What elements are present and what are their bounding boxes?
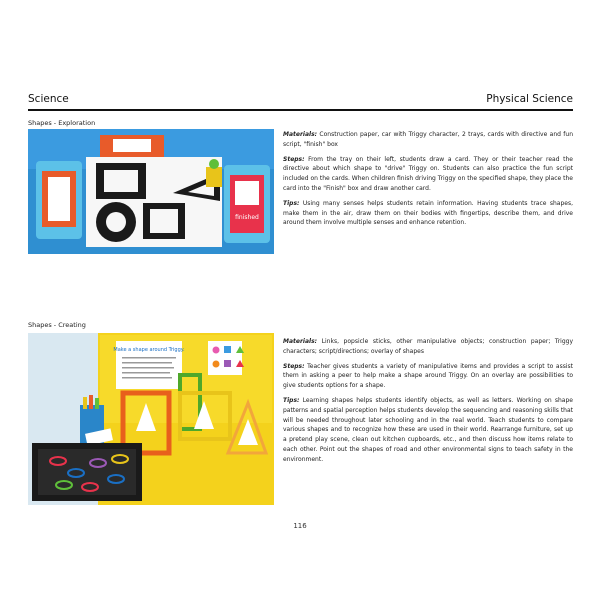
tips-paragraph	[283, 396, 573, 465]
materials-label: Materials:	[283, 131, 318, 138]
tips-label: Tips:	[283, 396, 300, 404]
steps-text: Teacher gives students a variety of manipulative items and provides a script to assist them in asking a peer to help make a shape around Triggy. On an overlay are possibilities to give students options for a shape.	[283, 362, 573, 390]
steps-label: Steps:	[283, 362, 305, 370]
materials-label: Materials:	[283, 338, 318, 345]
topic-title: Physical Science	[486, 93, 573, 105]
exploration-text	[283, 130, 573, 233]
tips-text: Using many senses helps students retain information. Having students trace shapes, make them in the air, draw them on their bodies with fingertips, describe them, and drive around them involve multiple senses and enhance retention.	[283, 199, 573, 227]
header-rule	[28, 109, 573, 111]
creating-photo	[28, 333, 274, 505]
materials-paragraph	[283, 130, 573, 150]
section-title-creating: Shapes - Creating	[28, 321, 86, 329]
finish-box-label: finished	[235, 214, 259, 221]
steps-paragraph	[283, 155, 573, 194]
materials-paragraph	[283, 337, 573, 357]
tips-paragraph	[283, 199, 573, 228]
page-header	[28, 93, 573, 110]
steps-paragraph	[283, 362, 573, 391]
subject-title: Science	[28, 93, 69, 105]
materials-text: Links, popsicle sticks, other manipulative objects; construction paper; Triggy characters; script/directions; overlay of shapes	[283, 338, 573, 355]
steps-text: From the tray on their left, students draw a card. They or their teacher read the directive about which shape to "drive" Triggy on. Students can also practice the fun script included on the cards. When children finish driving Triggy on the specified shape, they place the card into the "Finish" box and draw another card.	[283, 155, 573, 192]
tips-label: Tips:	[283, 199, 300, 207]
steps-label: Steps:	[283, 155, 305, 163]
sign-title: Make a shape around Triggy.	[113, 347, 185, 353]
creating-text	[283, 337, 573, 470]
section-title-exploration: Shapes - Exploration	[28, 119, 96, 127]
creating-illustration	[28, 333, 274, 505]
materials-text: Construction paper, car with Triggy character, 2 trays, cards with directive and fun script, "finish" box	[283, 131, 573, 148]
exploration-illustration	[28, 129, 274, 254]
tips-text: Learning shapes helps students identify objects, as well as letters. Working on shape patterns and spatial perception helps students develop the sequencing and reasoning skills that will be needed throughout later schooling and in the real world. Teach students to compare various shapes and to recognize how these are used in their world. Rearrange furniture, set up a pretend play scene, clean out kitchen cupboards, etc., and then discuss how items relate to each other. Point out the shapes of road and other environmental signs to teach safety in the environment.	[283, 396, 573, 463]
page-number: 116	[293, 522, 307, 530]
exploration-photo	[28, 129, 274, 254]
